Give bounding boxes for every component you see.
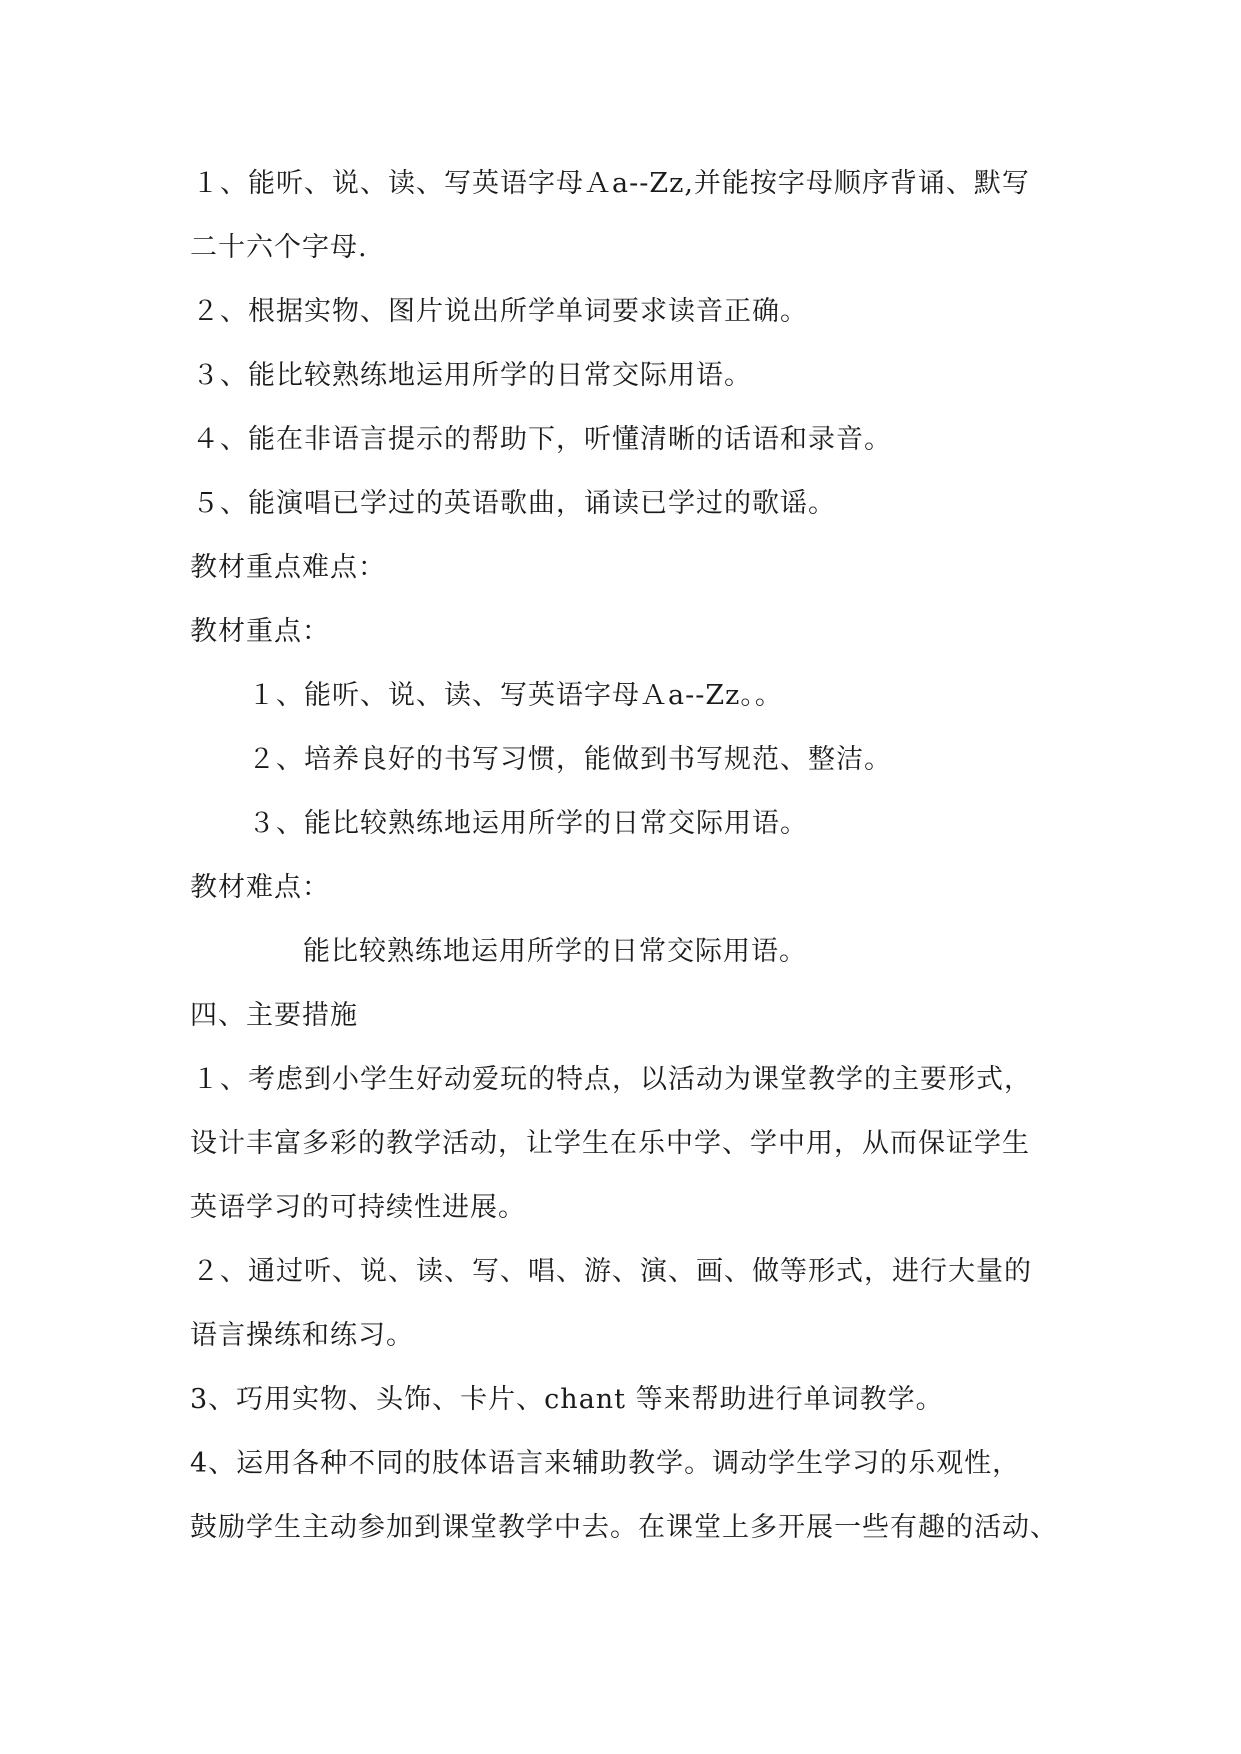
measure-3: 3、巧用实物、头饰、卡片、chant 等来帮助进行单词教学。 <box>190 1384 944 1415</box>
section-heading-measures: 四、主要措施 <box>190 1000 358 1031</box>
goal-item-1-continued: 二十六个字母. <box>190 232 368 263</box>
measure-4-continued: 鼓励学生主动参加到课堂教学中去。在课堂上多开展一些有趣的活动、 <box>190 1512 1058 1543</box>
measure-1: １、考虑到小学生好动爱玩的特点，以活动为课堂教学的主要形式， <box>192 1064 1032 1095</box>
subheading-key-points: 教材重点： <box>190 616 330 647</box>
difficult-point-1: 能比较熟练地运用所学的日常交际用语。 <box>303 936 807 967</box>
measure-2-continued: 语言操练和练习。 <box>190 1320 414 1351</box>
measure-1-continued-b: 英语学习的可持续性进展。 <box>190 1192 526 1223</box>
key-point-1: １、能听、说、读、写英语字母Ａa--Zz。。 <box>248 680 783 711</box>
goal-item-4: ４、能在非语言提示的帮助下，听懂清晰的话语和录音。 <box>192 424 892 455</box>
measure-4: 4、运用各种不同的肢体语言来辅助教学。调动学生学习的乐观性， <box>190 1448 1021 1479</box>
key-point-3: ３、能比较熟练地运用所学的日常交际用语。 <box>248 808 808 839</box>
goal-item-3: ３、能比较熟练地运用所学的日常交际用语。 <box>192 360 752 391</box>
goal-item-2: ２、根据实物、图片说出所学单词要求读音正确。 <box>192 296 808 327</box>
measure-1-continued-a: 设计丰富多彩的教学活动，让学生在乐中学、学中用，从而保证学生 <box>190 1128 1030 1159</box>
section-heading-key-difficult: 教材重点难点： <box>190 552 386 583</box>
subheading-difficult-points: 教材难点： <box>190 872 330 903</box>
goal-item-5: ５、能演唱已学过的英语歌曲，诵读已学过的歌谣。 <box>192 488 836 519</box>
goal-item-1: １、能听、说、读、写英语字母Ａa--Zz,并能按字母顺序背诵、默写 <box>192 168 1030 199</box>
key-point-2: ２、培养良好的书写习惯，能做到书写规范、整洁。 <box>248 744 892 775</box>
measure-2: ２、通过听、说、读、写、唱、游、演、画、做等形式，进行大量的 <box>192 1256 1032 1287</box>
